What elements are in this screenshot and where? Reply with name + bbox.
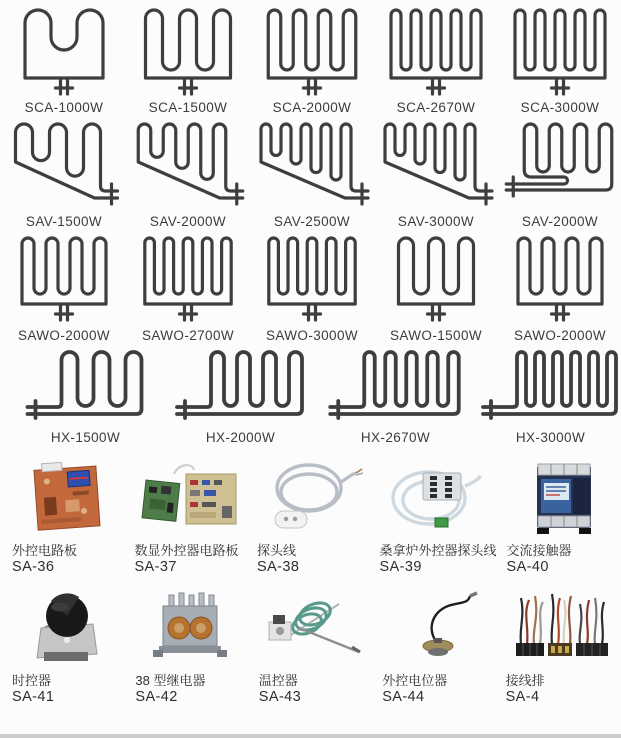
heater-model-label: SAWO-3000W	[265, 328, 359, 343]
heater-model-label: SAWO-2000W	[513, 328, 607, 343]
heater-model-label: HX-2670W	[360, 430, 431, 445]
heater-element-drawing	[318, 344, 473, 428]
heater-element-drawing	[374, 2, 498, 98]
heater-row-sav	[2, 116, 619, 230]
part-item	[496, 586, 619, 706]
part-code: SA-43	[258, 689, 302, 705]
part-item	[125, 586, 248, 706]
heater-model-label: SCA-1500W	[148, 100, 228, 115]
page-bottom-strip	[0, 734, 621, 738]
external-control-potentiometer-photo	[382, 586, 494, 670]
part-name: 温控器	[258, 673, 298, 688]
parts-row-2	[2, 586, 619, 706]
part-code: SA-40	[506, 559, 549, 575]
part-code: SA-38	[256, 559, 300, 575]
probe-cable-photo	[257, 456, 369, 540]
heater-row-sawo	[2, 230, 619, 344]
part-code: SA-42	[135, 689, 178, 705]
heater-model-label: SCA-3000W	[520, 100, 600, 115]
heater-element-drawing	[250, 116, 374, 212]
part-code: SA-37	[134, 559, 177, 575]
part-item	[497, 456, 620, 576]
thermostat-photo	[259, 586, 371, 670]
heater-item	[250, 2, 374, 116]
heater-model-label: SAV-2000W	[521, 214, 599, 229]
heater-model-label: SAWO-2700W	[141, 328, 235, 343]
heater-model-label: SAV-3000W	[397, 214, 475, 229]
heater-model-label: SAWO-2000W	[17, 328, 111, 343]
part-item	[369, 456, 496, 576]
part-item	[2, 586, 125, 706]
heater-item	[2, 116, 126, 230]
heater-item	[250, 116, 374, 230]
external-control-circuit-board-photo	[12, 456, 124, 540]
heater-element-drawing	[250, 230, 374, 326]
heater-element-drawing	[2, 230, 126, 326]
heater-item	[498, 2, 621, 116]
heater-item	[473, 344, 621, 446]
terminal-strip-photo	[506, 586, 618, 670]
heater-item	[2, 2, 126, 116]
heater-element-drawing	[498, 230, 621, 326]
heater-item	[374, 230, 498, 344]
timer-photo	[12, 586, 124, 670]
heater-element-drawing	[2, 2, 126, 98]
sauna-controller-probe-cable-photo	[379, 456, 491, 540]
heater-item	[250, 230, 374, 344]
heater-model-label: HX-2000W	[205, 430, 276, 445]
heater-element-drawing	[374, 230, 498, 326]
heater-model-label: SAV-1500W	[25, 214, 103, 229]
part-name: 时控器	[12, 673, 52, 688]
part-name: 交流接触器	[506, 543, 572, 558]
heater-item	[2, 230, 126, 344]
relay-photo	[135, 586, 247, 670]
part-code: SA-36	[12, 559, 55, 575]
heater-element-drawing	[2, 116, 126, 212]
part-code: SA-4	[505, 689, 540, 705]
heater-element-drawing	[163, 344, 318, 428]
heater-model-label: SCA-2000W	[272, 100, 352, 115]
part-code: SA-39	[379, 559, 422, 575]
part-name: 探头线	[256, 543, 296, 558]
heater-model-label: SCA-1000W	[24, 100, 104, 115]
heater-element-drawing	[126, 230, 250, 326]
part-item	[2, 456, 124, 576]
part-code: SA-41	[12, 689, 55, 705]
heater-element-drawing	[250, 2, 374, 98]
heater-item	[498, 116, 621, 230]
heater-model-label: SAWO-1500W	[389, 328, 483, 343]
heater-model-label: HX-1500W	[50, 430, 121, 445]
part-code: SA-44	[382, 689, 425, 705]
heater-model-label: HX-3000W	[515, 430, 586, 445]
heater-model-label: SAV-2500W	[273, 214, 351, 229]
part-item	[247, 456, 370, 576]
heater-row-hx	[2, 344, 619, 446]
heater-model-label: SCA-2670W	[396, 100, 476, 115]
heater-item	[498, 230, 621, 344]
heater-element-drawing	[126, 2, 250, 98]
heater-item	[126, 2, 250, 116]
part-name: 外控电位器	[382, 673, 448, 688]
part-item	[124, 456, 247, 576]
heater-item	[374, 2, 498, 116]
heater-model-label: SAV-2000W	[149, 214, 227, 229]
heater-item	[126, 116, 250, 230]
ac-contactor-photo	[507, 456, 619, 540]
heater-item	[374, 116, 498, 230]
heater-element-drawing	[498, 116, 621, 212]
digital-controller-circuit-board-photo	[134, 456, 246, 540]
heater-item	[163, 344, 318, 446]
part-name: 数显外控器电路板	[134, 543, 239, 558]
heater-element-drawing	[498, 2, 621, 98]
heater-element-drawing	[374, 116, 498, 212]
heater-item	[318, 344, 473, 446]
part-item	[249, 586, 372, 706]
heater-element-drawing	[126, 116, 250, 212]
part-name: 桑拿炉外控器探头线	[379, 543, 497, 558]
heater-item	[8, 344, 163, 446]
part-name: 38 型继电器	[135, 673, 206, 688]
heater-element-drawing	[8, 344, 163, 428]
parts-row-1	[2, 456, 619, 576]
part-name: 接线排	[505, 673, 545, 688]
heater-element-drawing	[473, 344, 621, 428]
heater-item	[126, 230, 250, 344]
part-item	[372, 586, 495, 706]
part-name: 外控电路板	[12, 543, 78, 558]
heater-row-sca	[2, 2, 619, 116]
